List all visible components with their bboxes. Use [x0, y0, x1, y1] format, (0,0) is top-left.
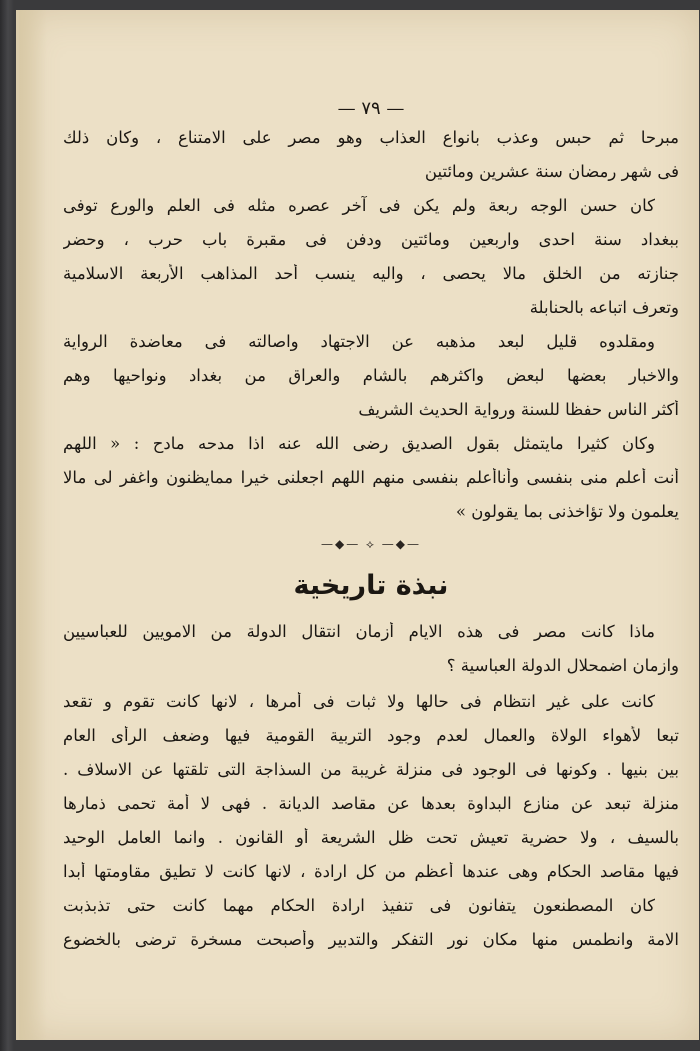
text-line: كان المصطنعون يتفانون فى تنفيذ ارادة الحكام مهما كانت حتى تذبذبت — [63, 896, 655, 915]
text-line: الامة وانطمس منها مكان نور التفكر والتدبير وأصبحت مسخرة ترضى بالخضوع — [63, 930, 679, 949]
page-spine-shadow — [19, 10, 47, 1040]
text-line: بالسيف ، ولا حضرية تعيش تحت ظل الشريعة أو القانون . وانما العامل الوحيد — [63, 828, 679, 847]
text-line: فيها مقاصد الحكام وهى عندها أعظم من كل ارادة ، لانها كانت لا تطيق مقاومتها أبدا — [63, 862, 679, 881]
text-line: مبرحا ثم حبس وعذب بانواع العذاب وهو مصر على الامتناع ، وكان ذلك — [63, 128, 679, 147]
section-heading: نبذة تاريخية — [293, 570, 449, 601]
text-line: ماذا كانت مصر فى هذه الايام أزمان انتقال الدولة من الامويين للعباسيين — [63, 622, 655, 641]
text-line: كانت على غير انتظام فى حالها ولا ثبات فى أمرها ، لانها كانت تقوم و تقعد — [63, 692, 655, 711]
text-line: يعلمون ولا تؤاخذنى بما يقولون » — [455, 502, 679, 521]
page-number: — ٧٩ — — [337, 98, 405, 119]
text-line: جنازته من الخلق مالا يحصى ، واليه ينسب أحد المذاهب الأربعة الاسلامية — [63, 264, 679, 283]
text-line: ومقلدوه قليل لبعد مذهبه عن الاجتهاد واصالته فى معاضدة الرواية — [63, 332, 655, 351]
text-line: بين بنيها . وكونها فى الوجود فى منزلة غريبة من السذاجة التى تلقتها عن الاسلاف . — [63, 760, 679, 779]
text-line: والاخبار بعضها لبعض واكثرهم بالشام والعراق من بغداد ونواحيها وهم — [63, 366, 679, 385]
text-line: ببغداد سنة احدى واربعين ومائتين ودفن فى مقبرة باب حرب ، وحضر — [63, 230, 679, 249]
text-line: وتعرف اتباعه بالحنابلة — [529, 298, 679, 317]
text-line: منزلة تبعد عن منازع البداوة بعدها عن مقاصد الديانة . فهى لا أمة تحمى ذمارها — [63, 794, 679, 813]
text-line: أنت أعلم منى بنفسى وأناأعلم بنفسى منهم اللهم اجعلنى خيرا ممايظنون واغفر لى مالا — [63, 468, 679, 487]
book-page — [16, 10, 699, 1040]
text-line: وازمان اضمحلال الدولة العباسية ؟ — [446, 656, 679, 675]
text-line: تبعا لأهواء الولاة والعمال لعدم وجود التربية القومية فيها وضعف الرأى العام — [63, 726, 679, 745]
text-line: أكثر الناس حفظا للسنة ورواية الحديث الشريف — [358, 400, 679, 419]
text-line: وكان كثيرا مايتمثل بقول الصديق رضى الله عنه اذا مدحه مادح : « اللهم — [63, 434, 655, 453]
section-divider-ornament: —◆— ⟡ —◆— — [320, 537, 422, 551]
text-line: فى شهر رمضان سنة عشرين ومائتين — [424, 162, 679, 181]
text-line: كان حسن الوجه ربعة ولم يكن فى آخر عصره مثله فى العلم والورع توفى — [63, 196, 655, 215]
